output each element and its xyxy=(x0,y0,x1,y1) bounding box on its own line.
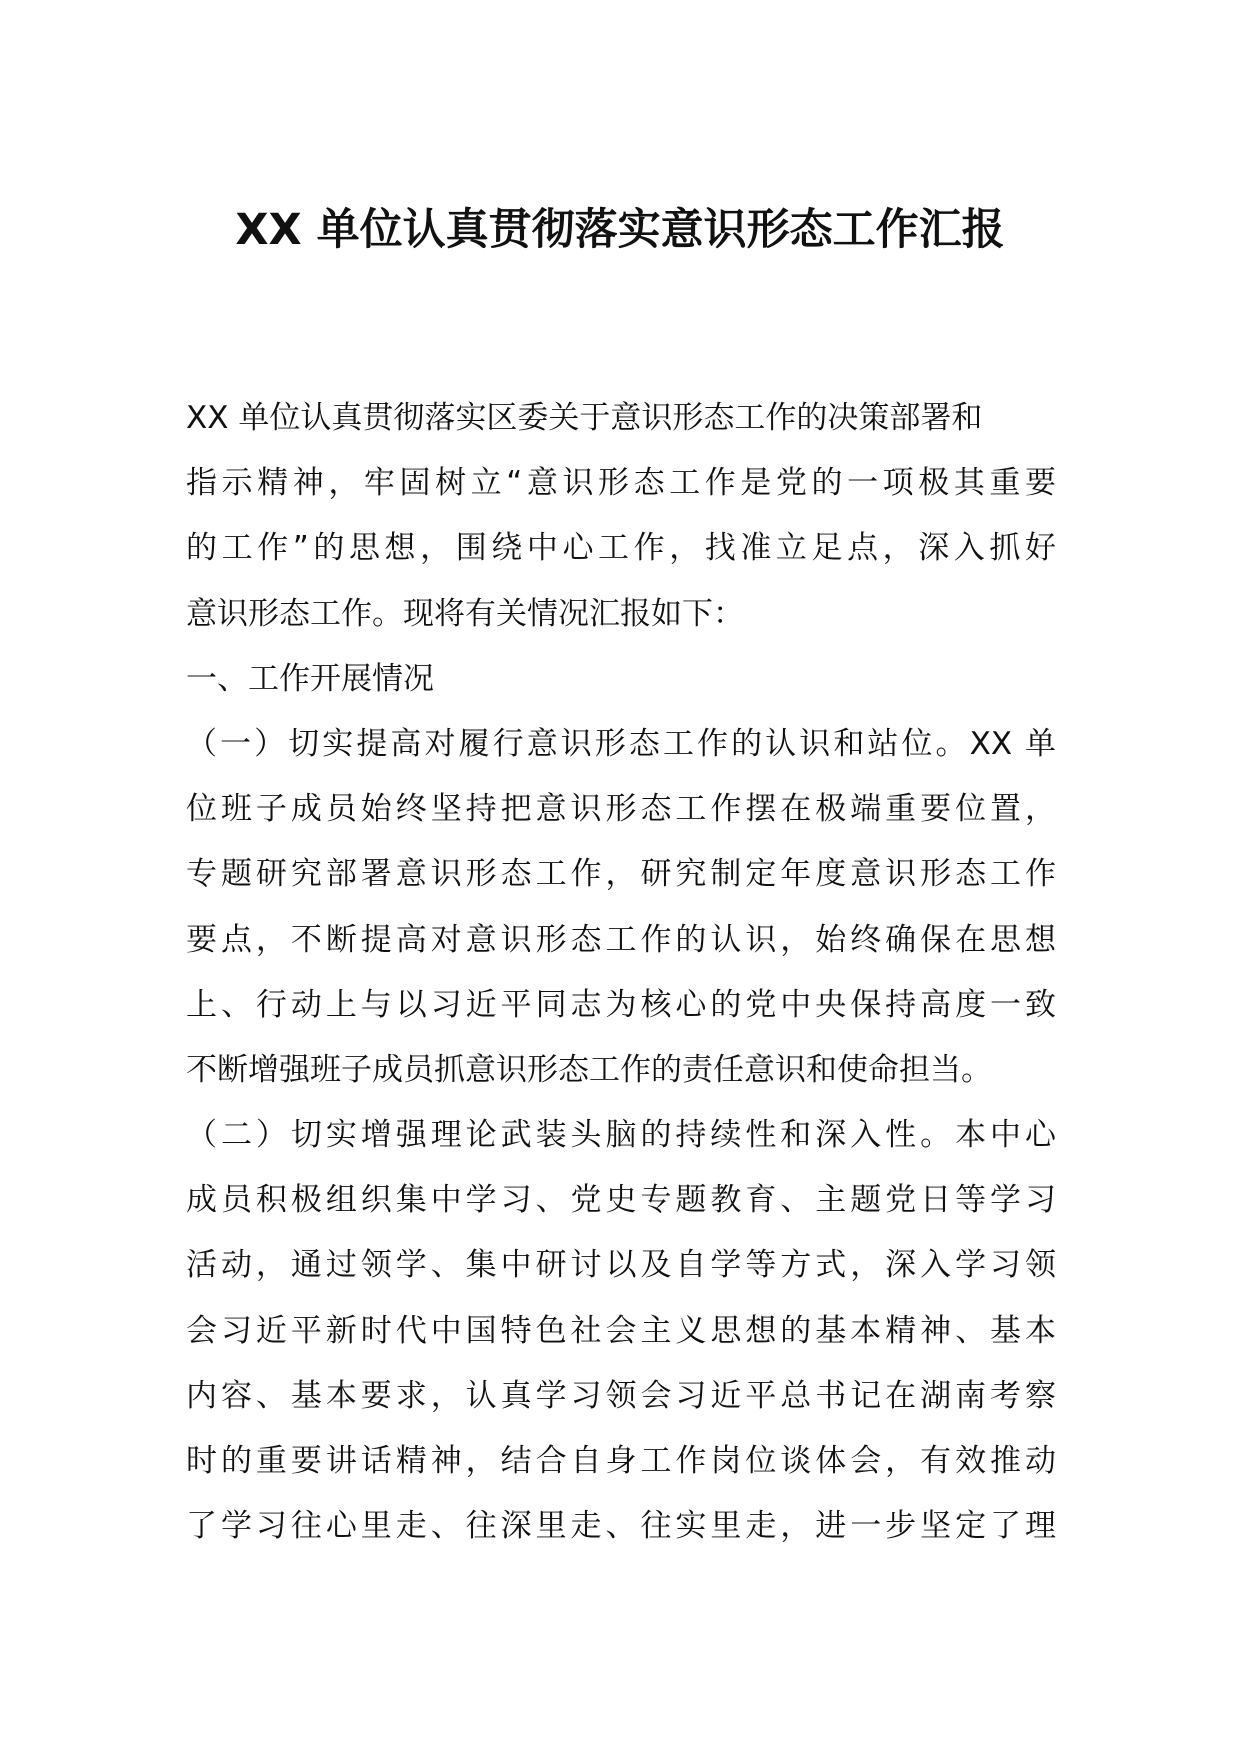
paragraph-line: 成员积极组织集中学习、党史专题教育、主题党日等学习 xyxy=(186,1182,1056,1219)
paragraph-line: 不断增强班子成员抓意识形态工作的责任意识和使命担当。 xyxy=(186,1051,992,1088)
paragraph-line: 活动，通过领学、集中研讨以及自学等方式，深入学习领 xyxy=(186,1247,1056,1284)
paragraph-line: 意识形态工作。现将有关情况汇报如下： xyxy=(186,595,744,632)
section-heading: 一、工作开展情况 xyxy=(186,660,434,697)
paragraph-line: 内容、基本要求，认真学习领会习近平总书记在湖南考察 xyxy=(186,1377,1056,1414)
paragraph-line: 了学习往心里走、往深里走、往实里走，进一步坚定了理 xyxy=(186,1508,1056,1545)
paragraph-line: 专题研究部署意识形态工作，研究制定年度意识形态工作 xyxy=(186,856,1056,893)
paragraph-line: 的工作”的思想，围绕中心工作，找准立足点，深入抓好 xyxy=(186,530,1056,567)
document-body xyxy=(186,386,1056,1559)
paragraph-line: 指示精神，牢固树立“意识形态工作是党的一项极其重要 xyxy=(186,465,1056,502)
paragraph-line: （一）切实提高对履行意识形态工作的认识和站位。XX 单 xyxy=(186,725,1056,762)
paragraph-line: 时的重要讲话精神，结合自身工作岗位谈体会，有效推动 xyxy=(186,1443,1056,1479)
paragraph-line: XX 单位认真贯彻落实区委关于意识形态工作的决策部署和 xyxy=(186,400,983,436)
paragraph-line: 要点，不断提高对意识形态工作的认识，始终确保在思想 xyxy=(186,921,1056,958)
paragraph-line: （二）切实增强理论武装头脑的持续性和深入性。本中心 xyxy=(186,1117,1056,1154)
paragraph-line: 位班子成员始终坚持把意识形态工作摆在极端重要位置， xyxy=(186,791,1056,828)
document-title: XX 单位认真贯彻落实意识形态工作汇报 xyxy=(235,205,1005,255)
paragraph-line: 上、行动上与以习近平同志为核心的党中央保持高度一致 xyxy=(186,986,1056,1023)
paragraph-line: 会习近平新时代中国特色社会主义思想的基本精神、基本 xyxy=(186,1312,1056,1349)
